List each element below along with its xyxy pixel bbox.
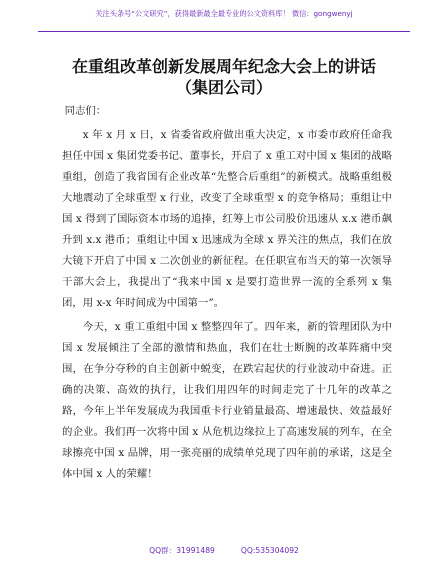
document-title	[30, 56, 418, 98]
salutation: 同志们：	[64, 105, 107, 117]
title-line-2: （集团公司）	[175, 78, 272, 97]
header-promo-text: 关注头条号“公文研究”，获得最新最全最专业的公文资料库！ 微信：gongwenyj	[95, 9, 353, 18]
paragraph-2: 今天，x 重工重组中国 x 整整四年了。四年来，新的管理团队为中国 x 发展倾注了全部的激情和热血，我们在壮士断腕的改革阵痛中突围，在争分夺秒的自主创新中蜕变，在跌宕起伏的行业波动中奋进。正确的决策、高效的执行，让我们用四年的时间走完了十几年的改革之路，今年上半年发展成为我国重卡行业销量最高、增速最快、效益最好的企业。我们再一次将中国 x 从危机边缘拉上了高速发展的列车，在全球擦亮中国 x 品牌，用一张亮丽的成绩单兑现了四年前的承诺，这是全体中国 x 人的荣耀！	[62, 321, 392, 480]
footer-qq-group: QQ群：31991489	[149, 546, 215, 555]
document-body	[62, 101, 392, 485]
header-divider	[38, 31, 410, 32]
title-line-1: 在重组改革创新发展周年纪念大会上的讲话	[71, 57, 376, 76]
paragraph-1: x 年 x 月 x 日，x 省委省政府做出重大决定，x 市委市政府任命我担任中国 x 集团党委书记、董事长，开启了 x 重工对中国 x 集团的战略重组，创造了我省国有企业改革“先整合后重组”的新模式。战略重组极大地震动了全球重型 x 行业，改变了全球重型 x 的竞争格局；重组让中国 x 得到了国际资本市场的追捧，红筹上市公司股价迅速从 x.x 港币飙升到 x.x 港币；重组让中国 x 迅速成为全球 x 界关注的焦点，我们在放大镜下开启了中国 x 二次创业的新征程。在任职宣布当天的第一次领导干部大会上，我提出了“我来中国 x 是要打造世界一流的全系列 x 集团，用 x-x 年时间成为中国第一”。	[62, 129, 392, 309]
footer-qq: QQ:535304092	[240, 546, 299, 555]
footer-contact	[0, 545, 448, 556]
